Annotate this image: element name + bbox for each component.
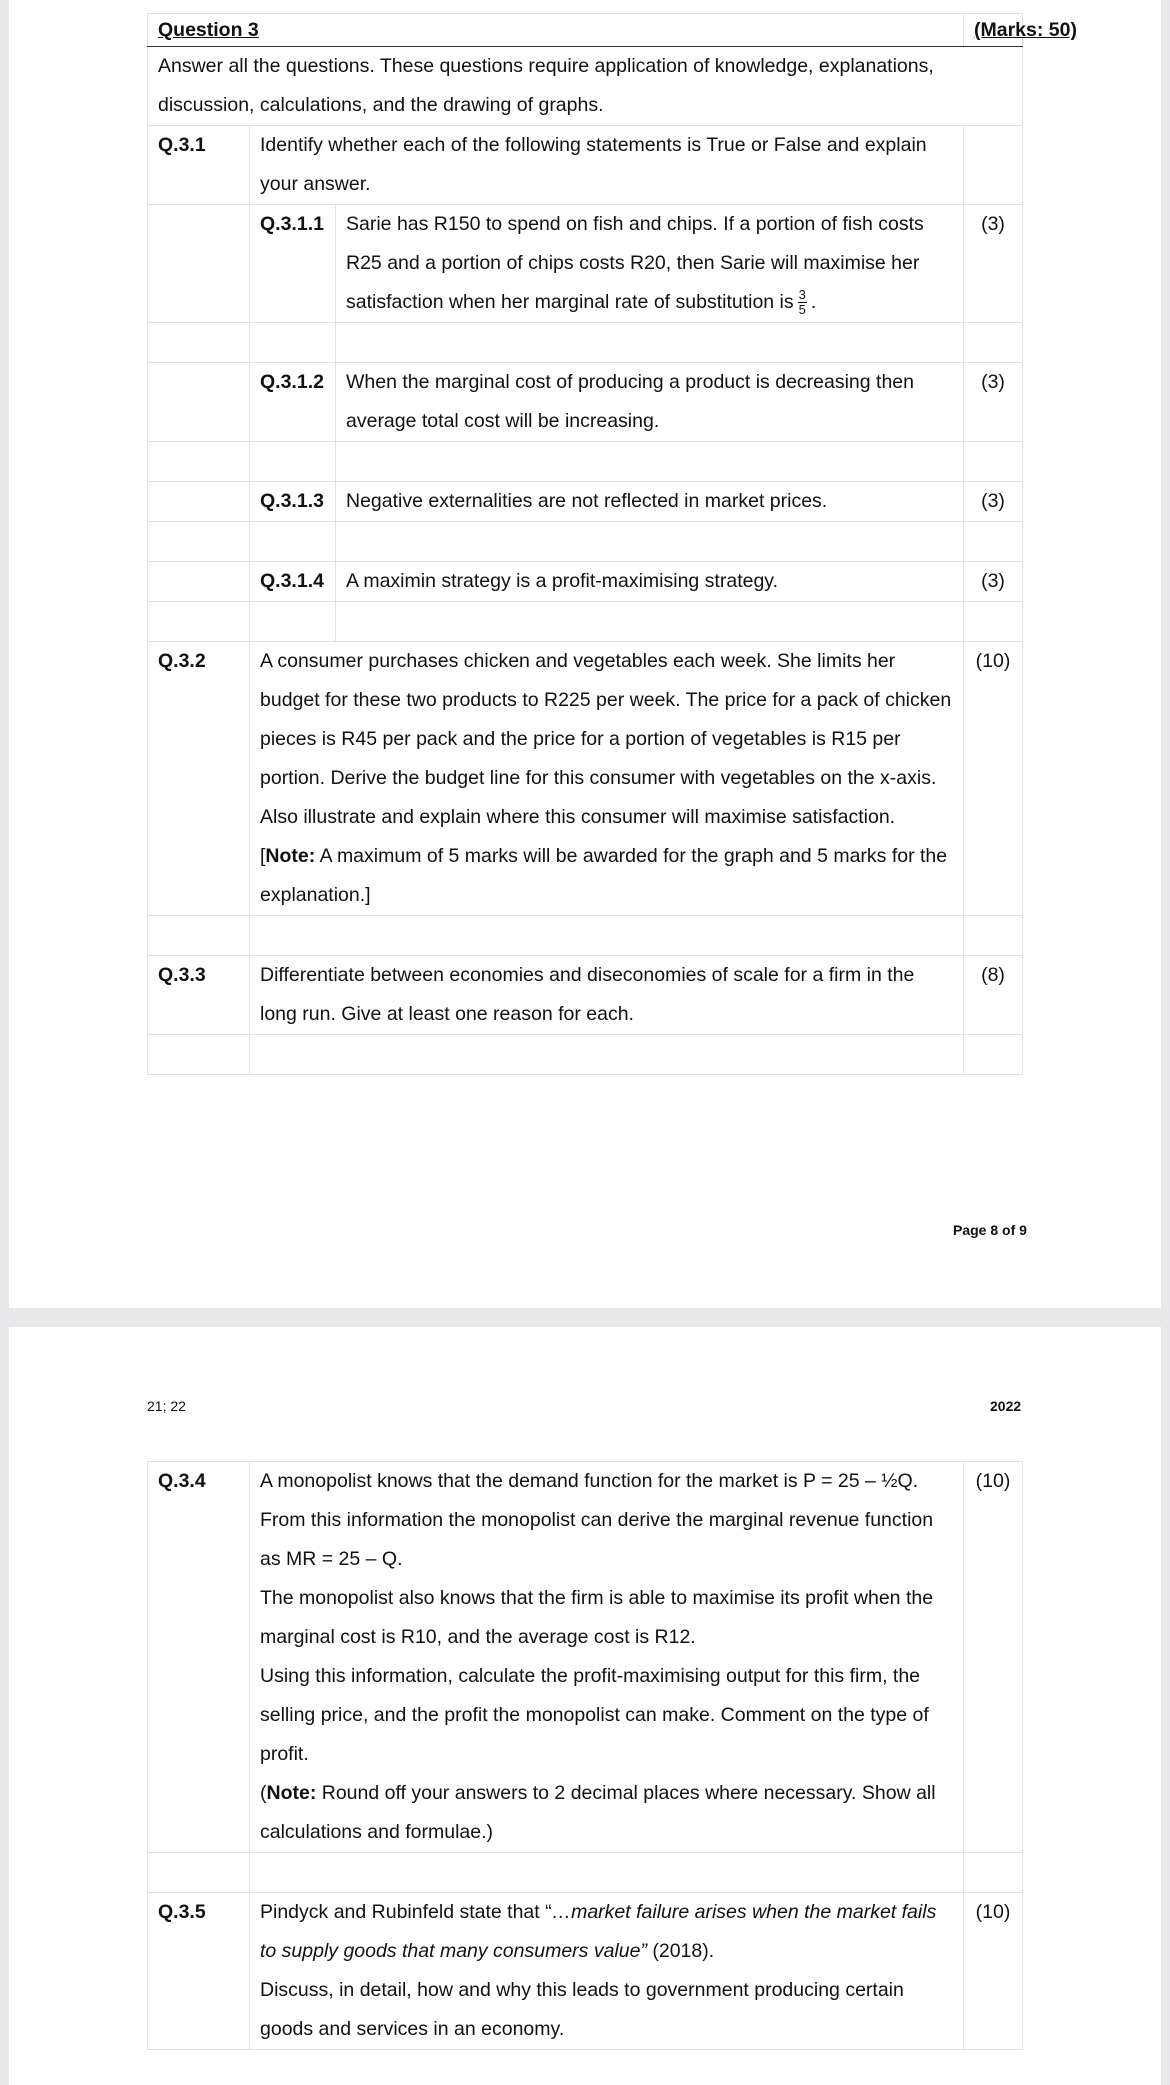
q35-text (250, 1893, 964, 2050)
header-left: 21; 22 (147, 1398, 186, 1414)
q34-para2: The monopolist also knows that the firm is able to maximise its profit when the marginal cost is R10, and the average cost is R12. (260, 1587, 934, 1648)
q34-row (148, 1462, 1023, 1853)
page-number: Page 8 of 9 (953, 1222, 1027, 1238)
q34-para1: A monopolist knows that the demand function for the market is P = 25 – ½Q. From this information the monopolist can derive the marginal revenue function as MR = 25 – Q. (260, 1470, 934, 1570)
q32-marks: (10) (964, 642, 1023, 916)
q32-note-label: Note: (265, 845, 316, 867)
q311-row (148, 205, 1023, 323)
q311-number: Q.3.1.1 (250, 205, 336, 323)
question-3-table-continued (147, 1461, 1023, 2050)
q311-statement: Sarie has R150 to spend on fish and chips. If a portion of fish costs R25 and a portion of chips costs R20, then Sarie will maximise her satisfaction when her marginal rate of substitution is (346, 213, 924, 313)
question-3-table (147, 13, 1077, 1075)
q35-row (148, 1893, 1023, 2050)
q34-para3: Using this information, calculate the profit-maximising output for this firm, the selling price, and the profit the monopolist can make. Comment on the type of profit. (260, 1665, 929, 1765)
q34-text (250, 1462, 964, 1853)
intro-row (148, 47, 1023, 126)
fraction-numerator: 3 (798, 287, 806, 303)
q314-marks: (3) (964, 562, 1023, 602)
q35-quote: …market failure arises when the market fails to supply goods that many consumers value” (260, 1901, 937, 1962)
question-title: Question 3 (148, 14, 964, 47)
q35-para1: Pindyck and Rubinfeld state that “…market failure arises when the market fails to supply goods that many consumers value” (2018). (260, 1901, 937, 1962)
q314-text: A maximin strategy is a profit-maximising strategy. (336, 562, 964, 602)
q313-number: Q.3.1.3 (250, 482, 336, 522)
q33-row (148, 956, 1023, 1035)
q34-marks: (10) (964, 1462, 1023, 1853)
q32-body: A consumer purchases chicken and vegetables each week. She limits her budget for these two products to R225 per week. The price for a pack of chicken pieces is R45 per pack and the price for a portion of vegetables is R15 per portion. Derive the budget line for this consumer with vegetables on the x-axis. Also illustrate and explain where this consumer will maximise satisfaction. (260, 650, 952, 828)
q32-row (148, 642, 1023, 916)
q312-number: Q.3.1.2 (250, 363, 336, 442)
question-marks: (Marks: 50) (964, 14, 1023, 47)
q31-row (148, 126, 1023, 205)
q312-row (148, 363, 1023, 442)
q33-number: Q.3.3 (148, 956, 250, 1035)
q35-marks: (10) (964, 1893, 1023, 2050)
q33-text: Differentiate between economies and diseconomies of scale for a firm in the long run. Give at least one reason for each. (250, 956, 964, 1035)
fraction (798, 288, 807, 317)
q33-marks: (8) (964, 956, 1023, 1035)
q32-number: Q.3.2 (148, 642, 250, 916)
q314-number: Q.3.1.4 (250, 562, 336, 602)
page-9 (9, 1327, 1161, 2085)
q311-tail: . (810, 291, 817, 313)
fraction-denominator: 5 (798, 302, 806, 318)
q313-text: Negative externalities are not reflected in market prices. (336, 482, 964, 522)
q314-row (148, 562, 1023, 602)
q35-para2: Discuss, in detail, how and why this leads to government producing certain goods and services in an economy. (260, 1979, 904, 2040)
q32-text: A consumer purchases chicken and vegetables each week. She limits her budget for these two products to R225 per week. The price for a pack of chicken pieces is R45 per pack and the price for a portion of vegetables is R15 per portion. Derive the budget line for this consumer with vegetables on the x-axis. Also illustrate and explain where this consumer will maximise satisfaction. [Note: A maximum of 5 marks will be awarded for the graph and 5 marks for the explanation.] (250, 642, 964, 916)
q31-number: Q.3.1 (148, 126, 250, 205)
q313-row (148, 482, 1023, 522)
q34-note-label: Note: (266, 1782, 317, 1804)
page-8 (9, 0, 1161, 1308)
q31-text: Identify whether each of the following statements is True or False and explain your answer. (250, 126, 964, 205)
q34-note: (Note: Round off your answers to 2 decimal places where necessary. Show all calculations and formulae.) (260, 1782, 936, 1843)
q312-text: When the marginal cost of producing a product is decreasing then average total cost will be increasing. (336, 363, 964, 442)
header-right: 2022 (990, 1398, 1022, 1414)
question-header (148, 14, 1023, 47)
q311-text (336, 205, 964, 323)
q35-number: Q.3.5 (148, 1893, 250, 2050)
intro-text: Answer all the questions. These questions require application of knowledge, explanations, discussion, calculations, and the drawing of graphs. (148, 47, 1023, 126)
q313-marks: (3) (964, 482, 1023, 522)
q311-marks: (3) (964, 205, 1023, 323)
q34-number: Q.3.4 (148, 1462, 250, 1853)
q32-note: A maximum of 5 marks will be awarded for the graph and 5 marks for the explanation.] (260, 845, 948, 906)
q312-marks: (3) (964, 363, 1023, 442)
